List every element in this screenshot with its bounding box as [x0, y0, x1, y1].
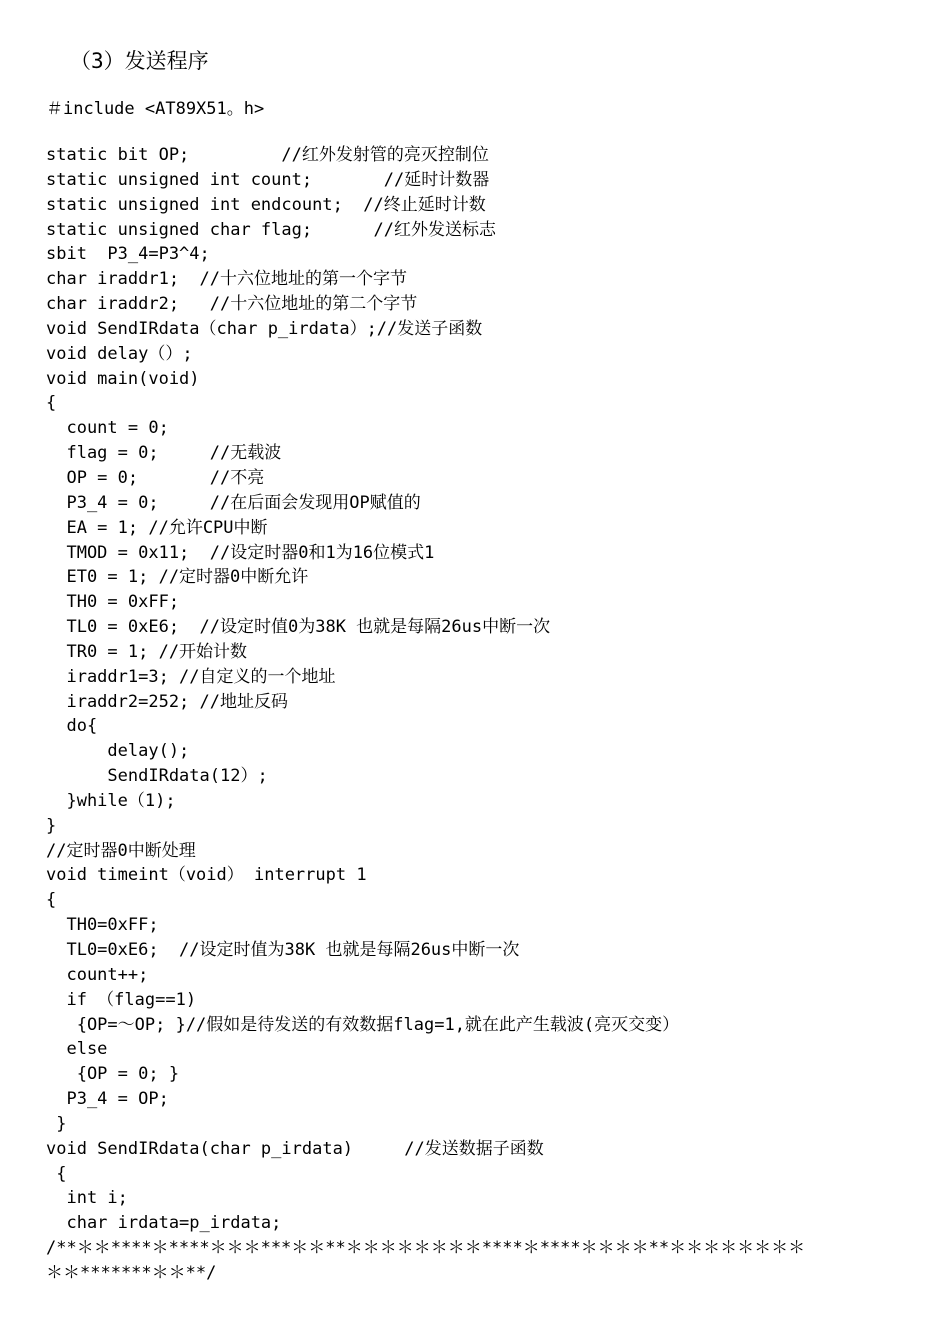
code-line: { [46, 1163, 67, 1184]
code-line: sbit P3_4=P3^4; [46, 244, 210, 265]
code-line: void timeint（void） interrupt 1 [46, 865, 367, 886]
code-line: TR0 = 1; //开始计数 [46, 641, 248, 662]
code-line: char iraddr1; //十六位地址的第一个字节 [46, 269, 407, 290]
code-line: { [46, 393, 57, 414]
section-heading: （3）发送程序 [70, 49, 209, 73]
code-line: SendIRdata(12）; [46, 766, 268, 787]
code-line: iraddr1=3; //自定义的一个地址 [46, 666, 336, 687]
code-line: TMOD = 0x11; //设定时器0和1为16位模式1 [46, 542, 435, 563]
code-line: } [46, 1113, 67, 1134]
code-line: char iraddr2; //十六位地址的第二个字节 [46, 294, 418, 315]
code-line: P3_4 = 0; //在后面会发现用OP赋值的 [46, 492, 421, 513]
code-line: if （flag==1) [46, 989, 197, 1010]
code-line: OP = 0; //不亮 [46, 467, 265, 488]
code-line: count++; [46, 964, 149, 985]
code-line: ET0 = 1; //定时器0中断允许 [46, 567, 309, 588]
code-line: static unsigned char flag; //红外发送标志 [46, 219, 496, 240]
code-line: TH0=0xFF; [46, 915, 159, 936]
code-line: } [46, 815, 57, 836]
code-line: TH0 = 0xFF; [46, 592, 180, 613]
code-line: static unsigned int count; //延时计数器 [46, 169, 490, 190]
code-listing [46, 143, 906, 1286]
code-line: { [46, 890, 57, 911]
code-line: else [46, 1039, 108, 1060]
code-line: void SendIRdata（char p_irdata）;//发送子函数 [46, 318, 483, 339]
code-line: delay(); [46, 741, 190, 762]
code-line: void main(void) [46, 368, 200, 389]
code-line: void SendIRdata(char p_irdata) //发送数据子函数 [46, 1138, 544, 1159]
code-line: char irdata=p_irdata; [46, 1213, 282, 1234]
include-directive: ＃include <AT89X51。h> [46, 99, 265, 119]
code-line: count = 0; [46, 418, 169, 439]
code-line: int i; [46, 1188, 128, 1209]
code-line: flag = 0; //无载波 [46, 443, 282, 464]
code-line: }while（1); [46, 790, 176, 811]
code-line: do{ [46, 716, 98, 737]
code-line: P3_4 = OP; [46, 1089, 169, 1110]
code-line: EA = 1; //允许CPU中断 [46, 517, 268, 538]
code-line: {OP = 0; } [46, 1064, 180, 1085]
code-line: /**＊＊****＊****＊＊＊***＊＊**＊＊＊＊＊＊＊＊****＊****＊＊＊＊**＊＊＊＊＊＊＊＊ [46, 1238, 806, 1259]
code-line: static bit OP; //红外发射管的亮灭控制位 [46, 145, 489, 165]
code-line: {OP=～OP; }//假如是待发送的有效数据flag=1,就在此产生载波(亮灭交变） [46, 1014, 680, 1035]
code-line: void delay（）; [46, 343, 193, 364]
code-line: static unsigned int endcount; //终止延时计数 [46, 194, 486, 215]
code-line: //定时器0中断处理 [46, 840, 196, 861]
code-line: TL0 = 0xE6; //设定时值0为38K 也就是每隔26us中断一次 [46, 617, 551, 638]
code-line: TL0=0xE6; //设定时值为38K 也就是每隔26us中断一次 [46, 940, 520, 960]
code-line: ＊＊*******＊＊**/ [46, 1262, 217, 1283]
code-line: iraddr2=252; //地址反码 [46, 691, 288, 712]
